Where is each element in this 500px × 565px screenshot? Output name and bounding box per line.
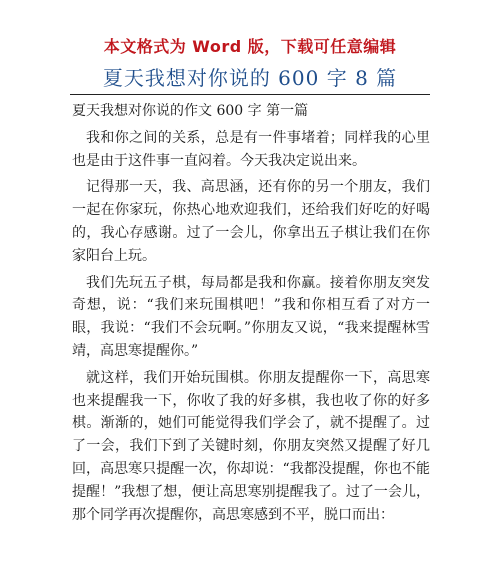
format-notice: 本文格式为 Word 版，下载可任意编辑	[103, 37, 397, 56]
essay-subtitle: 夏天我想对你说的作文 600 字 第一篇	[72, 103, 309, 119]
title-divider	[70, 94, 430, 95]
paragraph-4: 就这样，我们开始玩围棋。你朋友提醒你一下，高思寒也来提醒我一下，你收了我的好多棋，我也收了你的好多棋。渐渐的，她们可能觉得我们学会了，就不提醒了。过了一会，我们下到了关键时刻，你朋友突然又提醒了好几回，高思寒只提醒一次，你却说：“我都没提醒，你也不能提醒！”我想了想，便让高思寒别提醒我了。过了一会儿，那个同学再次提醒你，高思寒感到不平，脱口而出：	[72, 369, 430, 523]
paragraph-2: 记得那一天，我、高思涵，还有你的另一个朋友，我们一起在你家玩，你热心地欢迎我们，还给我们好吃的好喝的，我心存感谢。过了一会儿，你拿出五子棋让我们在你家阳台上玩。	[72, 179, 430, 264]
document-title: 夏天我想对你说的 600 字 8 篇	[102, 66, 398, 90]
paragraph-1: 我和你之间的关系，总是有一件事堵着；同样我的心里也是由于这件事一直闷着。今天我决定说出来。	[72, 129, 430, 169]
paragraph-3: 我们先玩五子棋，每局都是我和你赢。接着你朋友突发奇想，说：“我们来玩围棋吧！”我和你相互看了对方一眼，我说：“我们不会玩啊。”你朋友又说，“我来提醒林雪靖，高思寒提醒你。”	[72, 274, 430, 359]
document-body	[72, 100, 430, 526]
